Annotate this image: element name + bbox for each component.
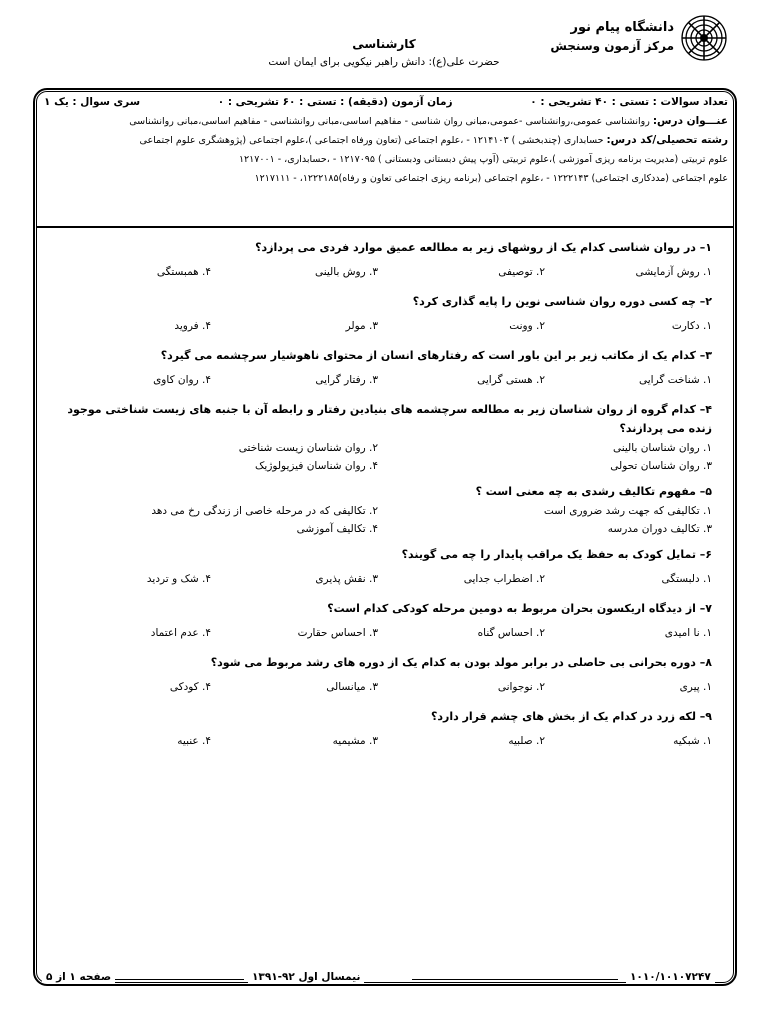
field-code-line1: حسابداری (چندبخشی ) ۱۲۱۴۱۰۳ - ،علوم اجتماعی (تعاون ورفاه اجتماعی )،علوم اجتماعی (پژوهشگری علوم اجتماعی (139, 135, 607, 146)
question-text: ۶– تمایل کودک به حفظ یک مراقب پایدار را چه می گویند؟ (401, 548, 712, 561)
question-text: ۸– دوره بحرانی بی حاصلی در برابر مولد بودن به کدام یک از دوره های رشد مربوط می شود؟ (210, 656, 712, 669)
hadith-quote: حضرت علی(ع): دانش راهبر نیکویی برای ایمان است (268, 56, 500, 68)
question-text: ۷– از دیدگاه اریکسون بحران مربوط به دومین مرحله کودکی کدام است؟ (327, 602, 712, 615)
option-2: ۲. توصیفی (498, 266, 545, 278)
question-6 (44, 545, 712, 589)
field-code-label: رشته تحصیلی/کد درس: (606, 134, 728, 146)
option-4: ۴. عنبیه (177, 735, 211, 747)
option-2: ۲. هستی گرایی (477, 374, 545, 386)
exam-center-name: مرکز آزمون وسنجش (550, 39, 674, 53)
question-4 (44, 400, 712, 472)
option-3: ۳. مشیمیه (332, 735, 378, 747)
question-text: ۹– لکه زرد در کدام یک از بخش های چشم قرار دارد؟ (430, 710, 712, 723)
option-2: ۲. اضطراب جدایی (463, 573, 545, 585)
option-1: ۱. روان شناسان بالینی (612, 442, 712, 454)
degree-level: کارشناسی (352, 37, 416, 51)
option-2: ۲. روان شناسان زیست شناختی (238, 442, 378, 454)
course-title-label: عنـــوان درس: (652, 115, 728, 127)
page-number: صفحه ۱ از ۵ (42, 971, 115, 983)
option-1: ۱. دکارت (671, 320, 712, 332)
question-7 (44, 599, 712, 643)
exam-time: زمان آزمون (دقیقه) : تستی : ۶۰ تشریحی : ۰ (217, 96, 453, 108)
question-9 (44, 707, 712, 751)
course-title (44, 112, 728, 131)
option-3: ۳. تکالیف دوران مدرسه (607, 523, 712, 535)
exam-header (0, 0, 768, 88)
exam-info (44, 93, 728, 188)
option-1: ۱. تکالیفی که جهت رشد ضروری است (543, 505, 712, 517)
footer-rule-right (412, 979, 618, 983)
option-1: ۱. روش آزمایشی (635, 266, 712, 278)
option-4: ۴. همبستگی (156, 266, 211, 278)
option-1: ۱. نا امیدی (664, 627, 712, 639)
exam-code: ۱۰۱۰/۱۰۱۰۷۲۴۷ (626, 971, 715, 983)
option-4: ۴. شک و تردید (146, 573, 211, 585)
option-3: ۳. میانسالی (326, 681, 378, 693)
footer-rule-left (112, 979, 244, 983)
university-name: دانشگاه پیام نور (570, 20, 674, 35)
option-1: ۱. دلبستگی (661, 573, 712, 585)
header-divider (36, 226, 734, 228)
field-code-line3: علوم اجتماعی (مددکاری اجتماعی) ۱۲۲۲۱۴۳ - ،علوم اجتماعی (برنامه ریزی اجتماعی تعاون و رفاه)۱۲۲۲۱۸۵، - ۱۲۱۷۱۱۱ (254, 173, 728, 184)
option-2: ۲. صلبیه (508, 735, 545, 747)
option-4: ۴. روان شناسان فیزیولوژیک (255, 460, 378, 472)
question-text: ۳– کدام یک از مکاتب زیر بر این باور است که رفتارهای انسان از محتوای ناهوشیار سرچشمه می گیرد؟ (160, 349, 712, 362)
question-text: ۴– کدام گروه از روان شناسان زیر به مطالعه سرچشمه های بنیادین رفتار و رابطه آن با جنبه های زیست شناختی موجود زنده می پردازند؟ (67, 403, 712, 435)
option-2: ۲. نوجوانی (497, 681, 545, 693)
option-1: ۱. شناخت گرایی (638, 374, 712, 386)
question-list (44, 238, 712, 761)
question-1 (44, 238, 712, 282)
course-title-value: روانشناسی عمومی،روانشناسی -عمومی،مبانی روان شناسی - مفاهیم اساسی،مبانی روانشناسی - مفاهیم اساسی،مبانی روانشناسی (129, 116, 653, 127)
field-code-line2: علوم تربیتی (مدیریت برنامه ریزی آموزشی )،علوم تربیتی (آوپ پیش دبستانی ودبستانی ) ۱۲۱۷۰۹۵ - ،حسابداری، - ۱۲۱۷۰۰۱ (238, 154, 728, 165)
question-text: ۱– در روان شناسی کدام یک از روشهای زیر به مطالعه عمیق موارد فردی می پردازد؟ (255, 241, 712, 254)
option-3: ۳. نقش پذیری (315, 573, 378, 585)
option-4: ۴. تکالیف آموزشی (296, 523, 378, 535)
page-footer (42, 968, 726, 992)
question-count: تعداد سوالات : تستی : ۴۰ تشریحی : ۰ (530, 96, 728, 108)
option-4: ۴. روان کاوی (153, 374, 211, 386)
question-series: سری سوال : یک ۱ (44, 96, 141, 108)
option-4: ۴. فروید (174, 320, 211, 332)
option-3: ۳. مولر (345, 320, 378, 332)
question-3 (44, 346, 712, 390)
option-4: ۴. کودکی (169, 681, 211, 693)
option-2: ۲. وونت (509, 320, 545, 332)
option-2: ۲. تکالیفی که در مرحله خاصی از زندگی رخ می دهد (151, 505, 378, 517)
question-8 (44, 653, 712, 697)
option-4: ۴. عدم اعتماد (150, 627, 211, 639)
option-3: ۳. احساس حقارت (297, 627, 378, 639)
question-text: ۵– مفهوم تکالیف رشدی به چه معنی است ؟ (475, 485, 712, 498)
question-2 (44, 292, 712, 336)
option-3: ۳. روان شناسان تحولی (610, 460, 712, 472)
field-code (44, 131, 728, 150)
question-text: ۲– چه کسی دوره روان شناسی نوین را پایه گذاری کرد؟ (412, 295, 712, 308)
option-3: ۳. رفتار گرایی (315, 374, 378, 386)
option-2: ۲. احساس گناه (477, 627, 545, 639)
option-1: ۱. پیری (679, 681, 712, 693)
semester-label: نیمسال اول ۹۲-۱۳۹۱ (248, 971, 364, 983)
option-3: ۳. روش بالینی (314, 266, 378, 278)
question-5 (44, 482, 712, 535)
option-1: ۱. شبکیه (673, 735, 712, 747)
